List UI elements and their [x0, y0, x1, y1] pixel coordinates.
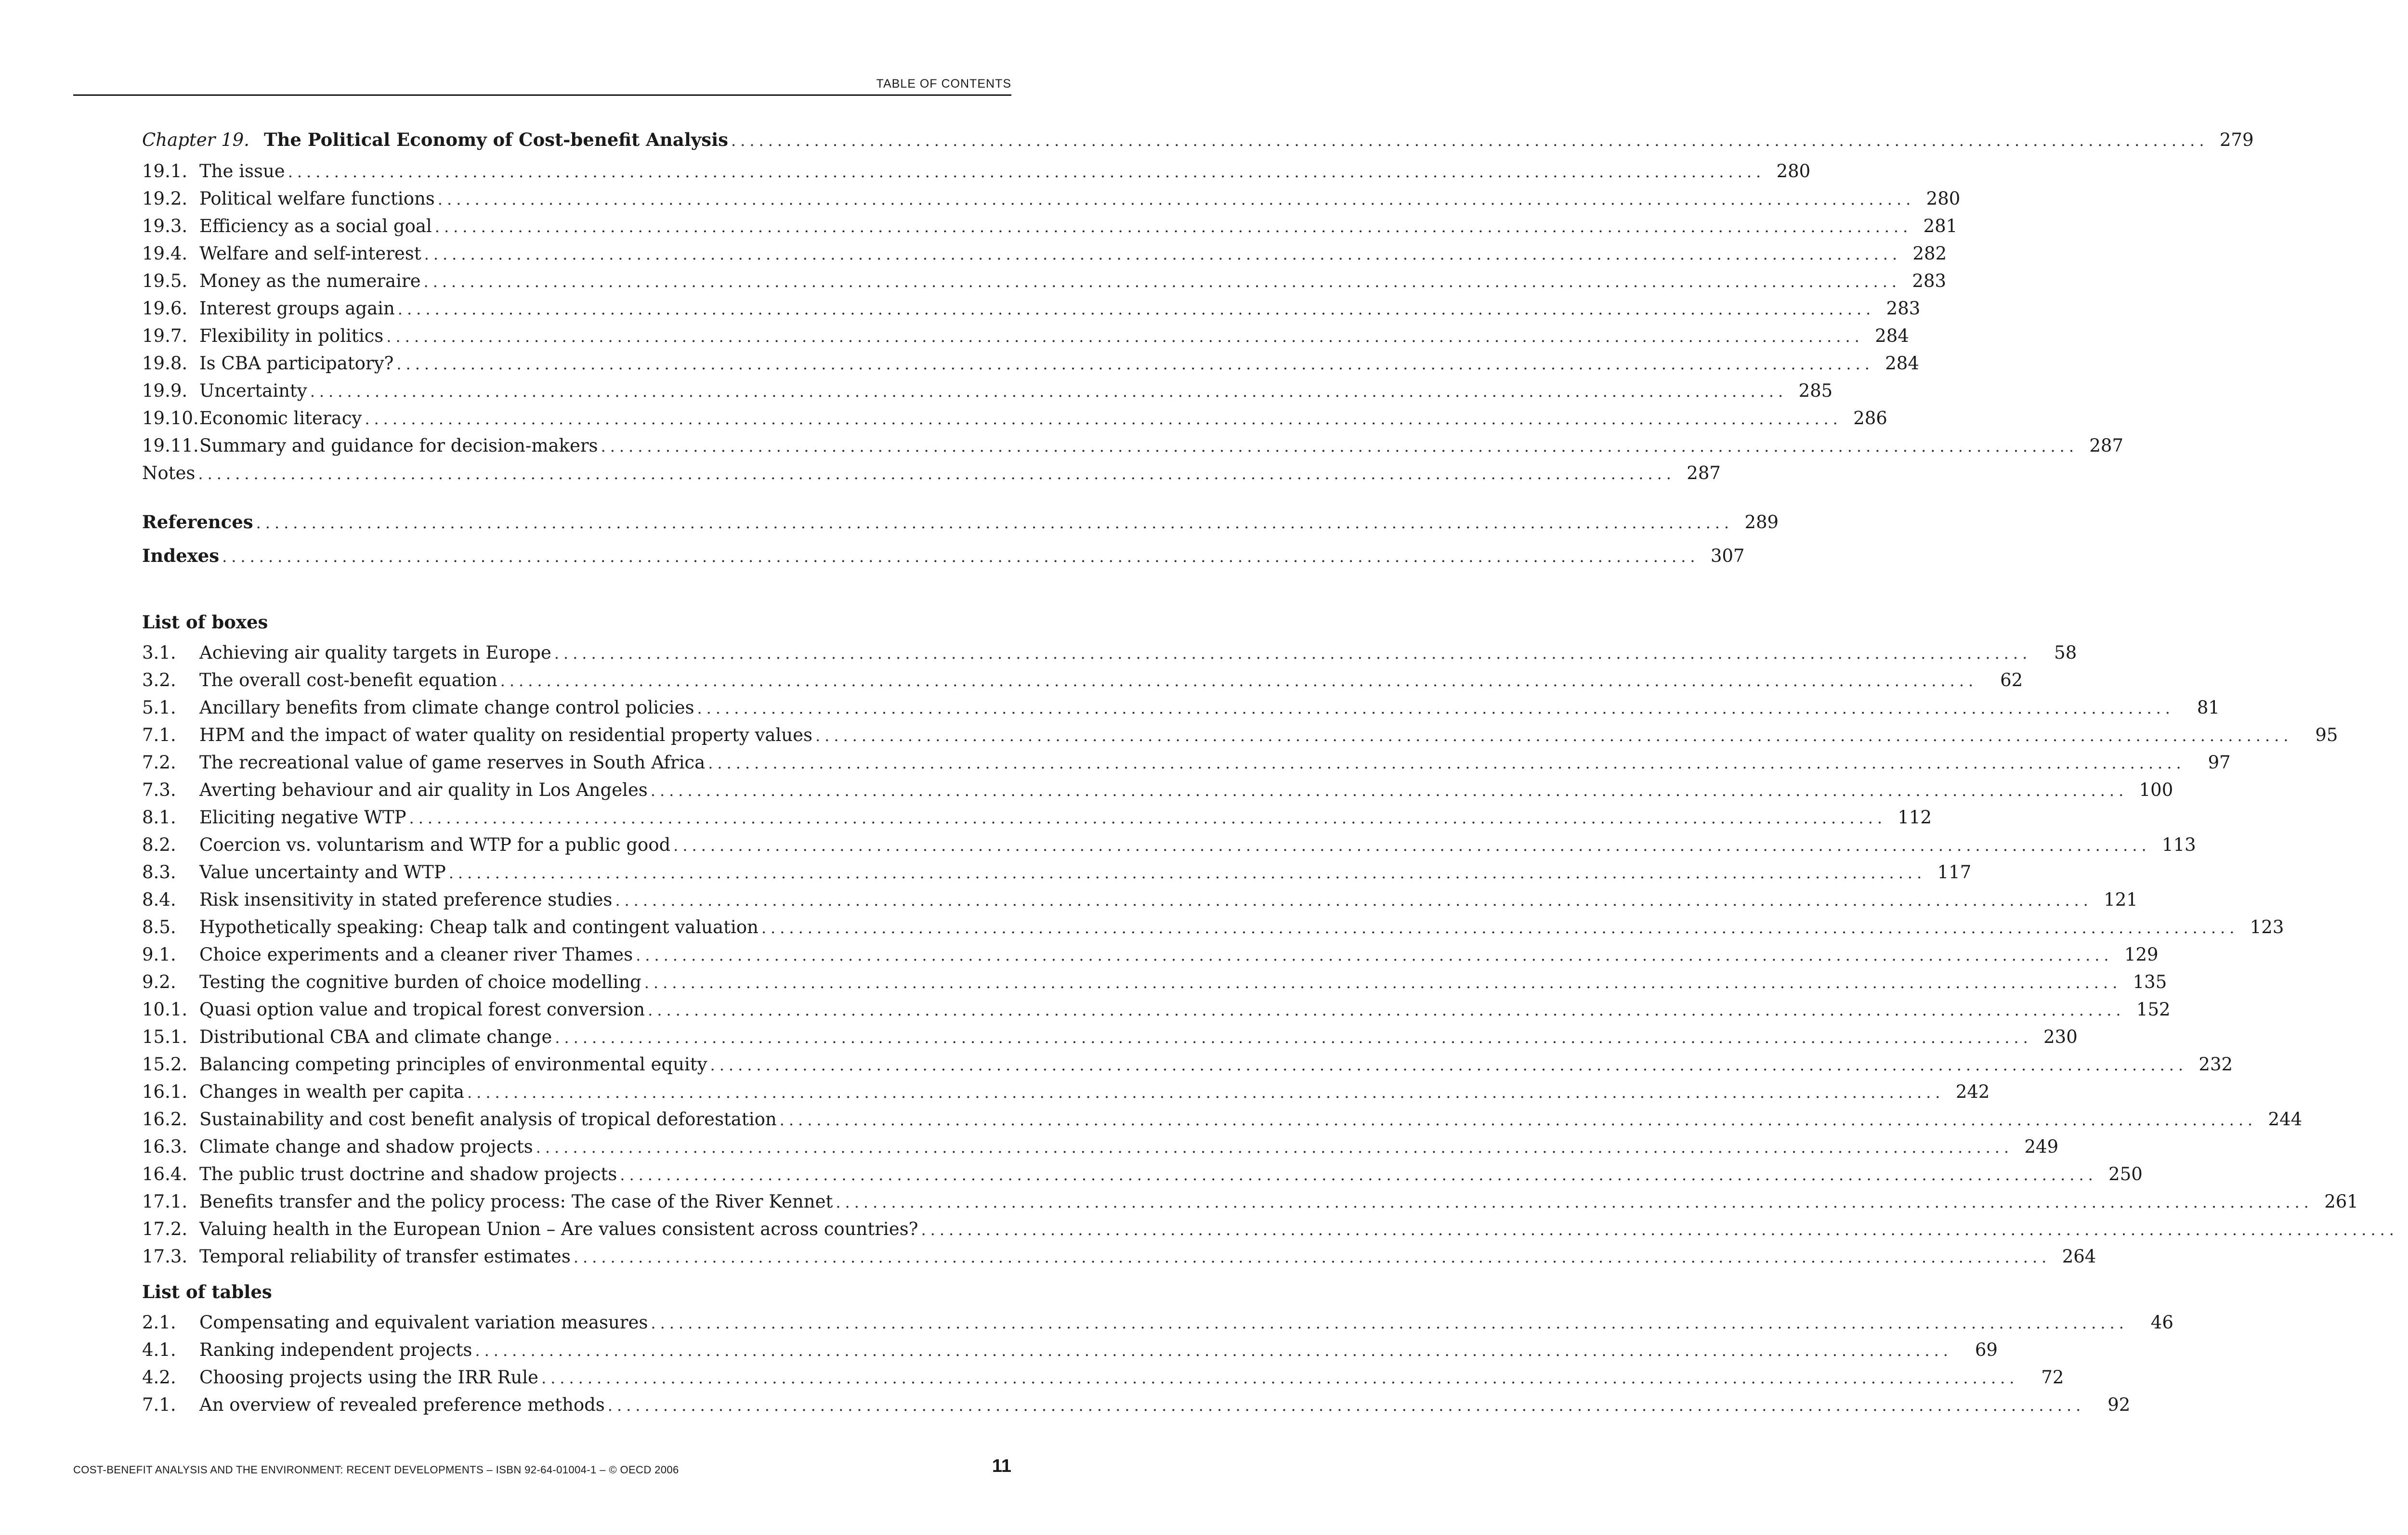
toc-section-entry[interactable]: [142, 212, 1958, 240]
leader-dots: ................................................................................................................................................................: [409, 809, 1887, 827]
chapter-title: The Political Economy of Cost-benefit Analysis: [263, 129, 728, 150]
table-title: Ranking independent projects: [199, 1340, 472, 1360]
box-entry[interactable]: [142, 749, 2231, 776]
leader-dots: ................................................................................................................................................................: [648, 1001, 2125, 1019]
notes-page: 287: [1687, 463, 1721, 483]
box-page: 123: [2250, 917, 2284, 937]
section-number: 19.9.: [142, 380, 188, 401]
box-page: 113: [2162, 834, 2196, 855]
toc-section-entry[interactable]: [142, 322, 1909, 350]
section-page: 282: [1912, 243, 1947, 264]
section-number: 19.4.: [142, 243, 188, 264]
box-title: Balancing competing principles of environmental equity: [199, 1054, 707, 1075]
references-page: 289: [1744, 512, 1779, 533]
leader-dots: ................................................................................................................................................................: [710, 1056, 2188, 1074]
table-page: 46: [2150, 1312, 2173, 1333]
box-page: 261: [2324, 1191, 2358, 1212]
section-number: 19.5.: [142, 271, 188, 291]
leader-dots: ................................................................................................................................................................: [731, 131, 2209, 150]
box-page: 97: [2208, 752, 2231, 773]
box-entry[interactable]: [142, 1106, 2303, 1133]
box-number: 16.4.: [142, 1164, 188, 1184]
table-title: An overview of revealed preference methods: [199, 1394, 605, 1415]
toc-notes-entry[interactable]: [142, 459, 1721, 487]
references-title: References: [142, 511, 253, 533]
table-entry[interactable]: [142, 1336, 1998, 1364]
box-number: 7.2.: [142, 752, 176, 773]
box-title: Climate change and shadow projects: [199, 1136, 533, 1157]
toc-section-entry[interactable]: [142, 432, 2124, 459]
chapter-page: 279: [2219, 130, 2254, 150]
leader-dots: ................................................................................................................................................................: [601, 437, 2079, 455]
toc-references-entry[interactable]: [142, 505, 1779, 539]
section-title: The issue: [199, 161, 285, 182]
table-page: 92: [2107, 1394, 2131, 1415]
leader-dots: ................................................................................................................................................................: [310, 382, 1788, 401]
leader-dots: ................................................................................................................................................................: [541, 1369, 2019, 1387]
box-number: 8.1.: [142, 807, 176, 828]
box-entry[interactable]: [142, 1243, 2096, 1270]
section-page: 286: [1853, 408, 1887, 429]
box-title: Quasi option value and tropical forest conversion: [199, 999, 645, 1020]
section-page: 284: [1885, 353, 1919, 374]
box-entry[interactable]: [142, 996, 2171, 1023]
toc-section-entry[interactable]: [142, 377, 1833, 404]
box-number: 10.1.: [142, 999, 188, 1020]
table-number: 4.1.: [142, 1340, 176, 1360]
section-number: 19.3.: [142, 216, 188, 236]
section-number: 19.11.: [142, 435, 199, 456]
section-page: 280: [1776, 161, 1811, 182]
box-title: Changes in wealth per capita: [199, 1081, 464, 1102]
box-page: 95: [2315, 725, 2338, 745]
box-number: 9.1.: [142, 944, 176, 965]
box-page: 244: [2268, 1109, 2303, 1130]
box-entry[interactable]: [142, 1188, 2358, 1215]
section-page: 283: [1912, 271, 1947, 291]
box-entry[interactable]: [142, 831, 2196, 859]
toc-section-entry[interactable]: [142, 157, 1811, 185]
toc-indexes-entry[interactable]: [142, 539, 1745, 572]
back-matter: [142, 505, 1779, 572]
box-number: 8.4.: [142, 889, 176, 910]
box-entry[interactable]: [142, 859, 1972, 886]
section-title: Welfare and self-interest: [199, 243, 421, 264]
table-entry[interactable]: [142, 1391, 2131, 1418]
list-of-boxes-heading: List of boxes: [142, 611, 268, 633]
section-title: Interest groups again: [199, 298, 395, 319]
section-title: Flexibility in politics: [199, 325, 384, 346]
box-page: 264: [2062, 1246, 2096, 1267]
box-number: 8.5.: [142, 917, 176, 937]
footer-text: COST-BENEFIT ANALYSIS AND THE ENVIRONMENT: RECENT DEVELOPMENTS – ISBN 92-64-01004-1 – © OECD 2006: [73, 1464, 679, 1476]
leader-dots: ................................................................................................................................................................: [423, 273, 1901, 291]
box-entry[interactable]: [142, 941, 2159, 968]
indexes-page: 307: [1710, 546, 1745, 566]
section-number: 19.8.: [142, 353, 188, 374]
leader-dots: ................................................................................................................................................................: [554, 644, 2032, 663]
notes-title: Notes: [142, 463, 196, 483]
section-title: Money as the numeraire: [199, 271, 421, 291]
leader-dots: ................................................................................................................................................................: [475, 1341, 1952, 1360]
box-entry[interactable]: [142, 1133, 2059, 1160]
leader-dots: ................................................................................................................................................................: [386, 327, 1864, 346]
box-title: Achieving air quality targets in Europe: [199, 642, 551, 663]
leader-dots: ................................................................................................................................................................: [708, 754, 2186, 772]
box-title: Value uncertainty and WTP: [199, 862, 446, 883]
leader-dots: ................................................................................................................................................................: [615, 891, 2093, 910]
box-entry[interactable]: [142, 913, 2284, 941]
box-number: 5.1.: [142, 697, 176, 718]
table-entry[interactable]: [142, 1309, 2173, 1336]
table-number: 4.2.: [142, 1367, 176, 1388]
table-title: Choosing projects using the IRR Rule: [199, 1367, 538, 1388]
box-number: 7.3.: [142, 780, 176, 800]
box-number: 15.2.: [142, 1054, 188, 1075]
box-number: 3.1.: [142, 642, 176, 663]
leader-dots: ................................................................................................................................................................: [836, 1193, 2313, 1211]
leader-dots: ................................................................................................................................................................: [644, 974, 2122, 992]
section-number: 19.10.: [142, 408, 199, 429]
box-entry[interactable]: [142, 721, 2338, 749]
box-page: 112: [1898, 807, 1932, 828]
box-title: Averting behaviour and air quality in Los Angeles: [199, 780, 648, 800]
leader-dots: ................................................................................................................................................................: [222, 547, 1700, 566]
box-entry[interactable]: [142, 1051, 2233, 1078]
box-page: 100: [2139, 780, 2173, 800]
box-page: 242: [1955, 1081, 1990, 1102]
box-title: Sustainability and cost benefit analysis of tropical deforestation: [199, 1109, 777, 1130]
box-entry[interactable]: [142, 1215, 2398, 1243]
box-number: 16.2.: [142, 1109, 188, 1130]
toc-section-entry[interactable]: [142, 295, 1921, 322]
leader-dots: ................................................................................................................................................................: [536, 1138, 2014, 1157]
section-page: 283: [1886, 298, 1921, 319]
box-page: 250: [2108, 1164, 2143, 1184]
leader-dots: ................................................................................................................................................................: [448, 864, 1926, 882]
toc-section-entry[interactable]: [142, 267, 1947, 295]
header-rule: [73, 94, 1011, 96]
box-page: [2401, 1215, 2408, 1243]
box-entry[interactable]: [142, 776, 2173, 804]
box-entry[interactable]: [142, 694, 2220, 721]
leader-dots: ................................................................................................................................................................: [636, 946, 2113, 964]
table-title: Compensating and equivalent variation measures: [199, 1312, 648, 1333]
box-title: Benefits transfer and the policy process: The case of the River Kennet: [199, 1191, 833, 1212]
box-title: Hypothetically speaking: Cheap talk and contingent valuation: [199, 917, 759, 937]
list-of-boxes: [142, 639, 2398, 1270]
table-page: 69: [1975, 1340, 1998, 1360]
box-title: Temporal reliability of transfer estimates: [199, 1246, 571, 1267]
box-title: Ancillary benefits from climate change control policies: [199, 697, 694, 718]
box-title: Coercion vs. voluntarism and WTP for a public good: [199, 834, 671, 855]
box-entry[interactable]: [142, 1023, 2078, 1051]
section-number: 19.7.: [142, 325, 188, 346]
box-number: 8.2.: [142, 834, 176, 855]
table-page: 72: [2041, 1367, 2064, 1388]
leader-dots: ................................................................................................................................................................: [650, 781, 2128, 800]
list-of-tables: [142, 1309, 2173, 1418]
box-page: 129: [2124, 944, 2159, 965]
section-title: Uncertainty: [199, 380, 307, 401]
running-head-title: TABLE OF CONTENTS: [876, 77, 1011, 91]
table-number: 2.1.: [142, 1312, 176, 1333]
page-number: 11: [992, 1456, 1011, 1476]
box-entry[interactable]: [142, 886, 2138, 913]
leader-dots: ................................................................................................................................................................: [437, 190, 1915, 208]
box-entry[interactable]: [142, 666, 2023, 694]
box-number: 17.1.: [142, 1191, 188, 1212]
section-page: 280: [1926, 188, 1961, 209]
section-title: Is CBA participatory?: [199, 353, 394, 374]
section-number: 19.2.: [142, 188, 188, 209]
leader-dots: ................................................................................................................................................................: [607, 1396, 2085, 1415]
section-page: 281: [1923, 216, 1958, 236]
box-page: 121: [2104, 889, 2138, 910]
toc-section-entry[interactable]: [142, 240, 1947, 267]
box-title: The overall cost-benefit equation: [199, 670, 497, 690]
leader-dots: ................................................................................................................................................................: [396, 355, 1874, 373]
box-number: 16.3.: [142, 1136, 188, 1157]
toc-section-entry[interactable]: [142, 185, 1961, 212]
toc-section-entry[interactable]: [142, 404, 1887, 432]
toc-content: [142, 126, 2398, 1418]
box-entry[interactable]: [142, 804, 1932, 831]
chapter-label: [142, 126, 728, 154]
box-entry[interactable]: [142, 1160, 2143, 1188]
leader-dots: ................................................................................................................................................................: [555, 1028, 2032, 1047]
box-number: 16.1.: [142, 1081, 188, 1102]
leader-dots: ................................................................................................................................................................: [921, 1221, 2398, 1239]
leader-dots: ................................................................................................................................................................: [500, 672, 1978, 690]
table-number: 7.1.: [142, 1394, 176, 1415]
box-page: 62: [2000, 670, 2023, 690]
chapter-sections: [142, 157, 2124, 487]
section-title: Summary and guidance for decision-makers: [199, 435, 598, 456]
leader-dots: ................................................................................................................................................................: [651, 1314, 2128, 1332]
leader-dots: ................................................................................................................................................................: [815, 727, 2293, 745]
box-title: The public trust doctrine and shadow projects: [199, 1164, 617, 1184]
box-number: 3.2.: [142, 670, 176, 690]
leader-dots: ................................................................................................................................................................: [424, 245, 1902, 263]
list-of-tables-heading: List of tables: [142, 1281, 272, 1302]
box-title: Distributional CBA and climate change: [199, 1027, 552, 1047]
chapter-entry[interactable]: [142, 126, 2254, 154]
box-page: 58: [2054, 642, 2077, 663]
section-title: Efficiency as a social goal: [199, 216, 432, 236]
leader-dots: ................................................................................................................................................................: [673, 836, 2151, 855]
leader-dots: ................................................................................................................................................................: [288, 163, 1766, 181]
leader-dots: ................................................................................................................................................................: [779, 1111, 2257, 1129]
table-entry[interactable]: [142, 1364, 2064, 1391]
leader-dots: ................................................................................................................................................................: [573, 1248, 2051, 1266]
leader-dots: ................................................................................................................................................................: [365, 410, 1842, 428]
box-title: Eliciting negative WTP: [199, 807, 406, 828]
box-page: 230: [2043, 1027, 2078, 1047]
leader-dots: ................................................................................................................................................................: [467, 1083, 1945, 1102]
leader-dots: ................................................................................................................................................................: [434, 218, 1912, 236]
toc-section-entry[interactable]: [142, 350, 1919, 377]
section-page: 287: [2089, 435, 2124, 456]
leader-dots: ................................................................................................................................................................: [761, 919, 2239, 937]
box-entry[interactable]: [142, 968, 2167, 996]
box-page: 232: [2199, 1054, 2233, 1075]
box-title: HPM and the impact of water quality on residential property values: [199, 725, 812, 745]
box-page: 135: [2133, 972, 2167, 992]
box-page: 81: [2197, 697, 2220, 718]
leader-dots: ................................................................................................................................................................: [697, 699, 2174, 717]
section-page: 284: [1875, 325, 1909, 346]
box-page: 117: [1937, 862, 1972, 883]
box-entry[interactable]: [142, 639, 2077, 666]
indexes-title: Indexes: [142, 545, 220, 566]
box-number: 15.1.: [142, 1027, 188, 1047]
box-number: 9.2.: [142, 972, 176, 992]
box-number: 8.3.: [142, 862, 176, 883]
box-number: 17.3.: [142, 1246, 188, 1267]
box-number: 17.2.: [142, 1219, 188, 1239]
box-number: 7.1.: [142, 725, 176, 745]
box-page: 152: [2136, 999, 2171, 1020]
box-title: Risk insensitivity in stated preference studies: [199, 889, 613, 910]
section-title: Political welfare functions: [199, 188, 435, 209]
box-page: 249: [2024, 1136, 2059, 1157]
leader-dots: ................................................................................................................................................................: [397, 300, 1875, 318]
chapter-number: Chapter 19.: [142, 130, 249, 150]
leader-dots: ................................................................................................................................................................: [620, 1166, 2097, 1184]
box-entry[interactable]: [142, 1078, 1990, 1106]
box-title: Testing the cognitive burden of choice modelling: [199, 972, 641, 992]
leader-dots: ................................................................................................................................................................: [256, 514, 1734, 532]
section-number: 19.6.: [142, 298, 188, 319]
section-number: 19.1.: [142, 161, 188, 182]
leader-dots: ................................................................................................................................................................: [198, 465, 1675, 483]
section-page: 285: [1798, 380, 1833, 401]
box-title: Valuing health in the European Union – Are values consistent across countries?: [199, 1219, 918, 1239]
box-title: Choice experiments and a cleaner river Thames: [199, 944, 633, 965]
section-title: Economic literacy: [199, 408, 362, 429]
box-title: The recreational value of game reserves in South Africa: [199, 752, 706, 773]
